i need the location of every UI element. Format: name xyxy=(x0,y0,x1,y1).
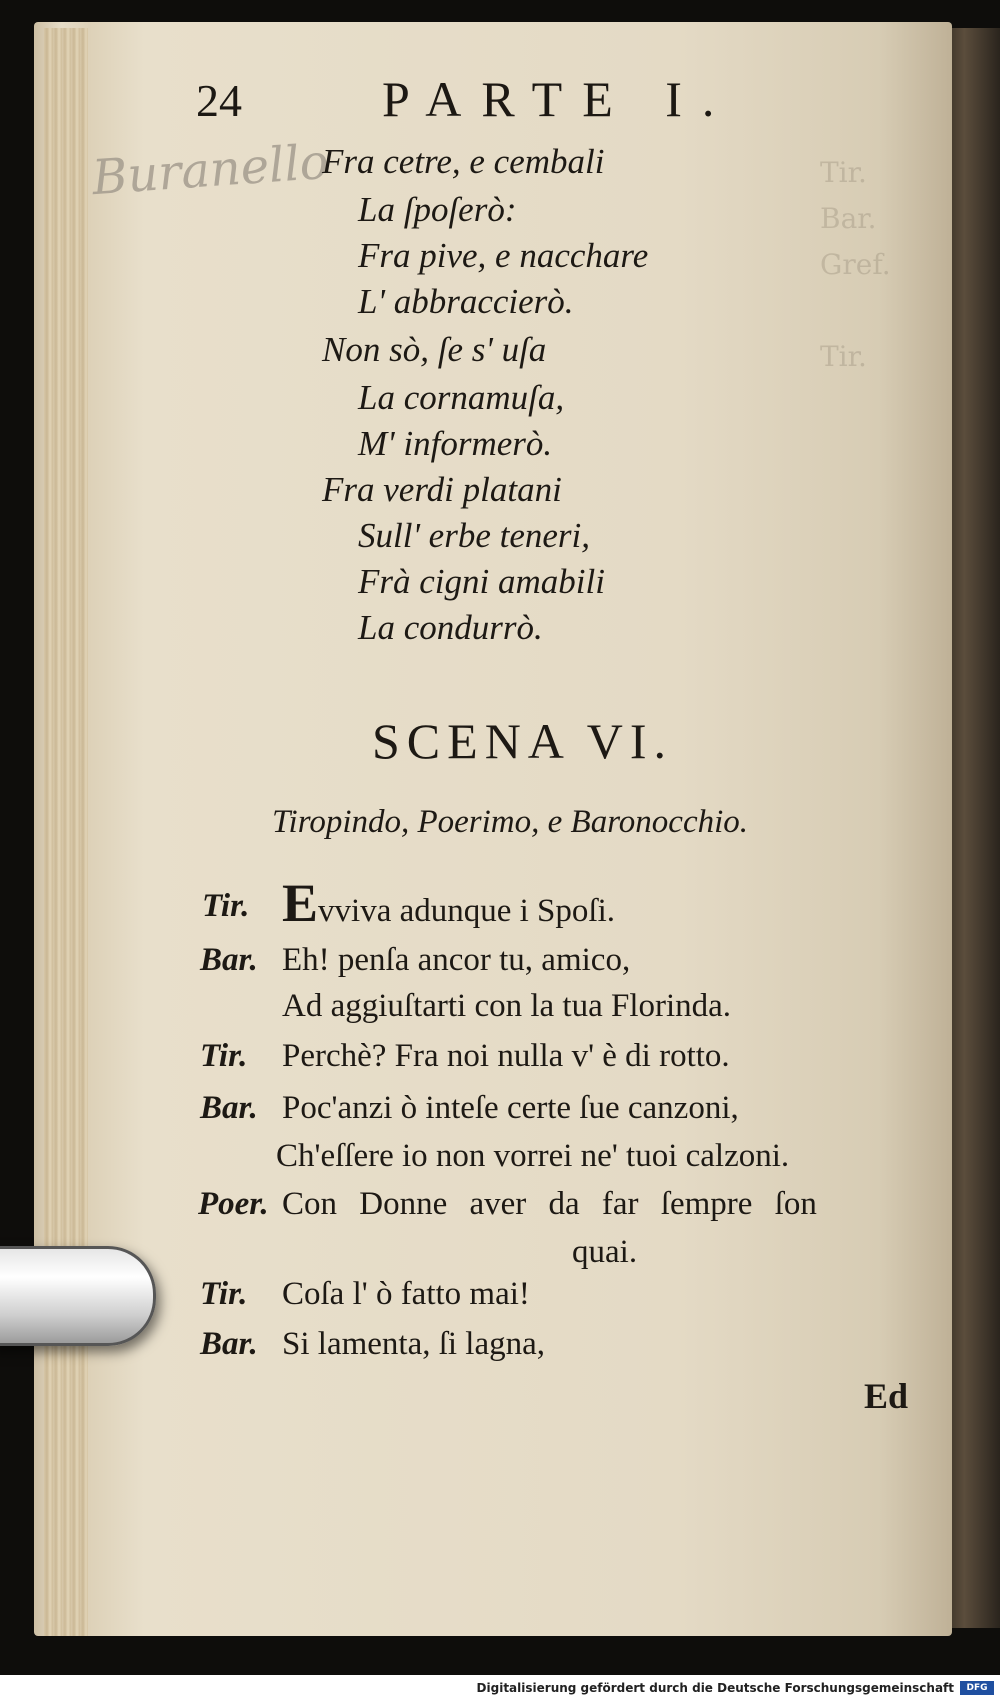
scene-characters: Tiropindo, Poerimo, e Baronocchio. xyxy=(272,804,749,840)
running-head: PARTE I. xyxy=(382,71,735,127)
speech-line: Ch'eſſere io non vorrei ne' tuoi calzoni. xyxy=(276,1138,790,1174)
dfg-logo-icon: DFG xyxy=(960,1681,994,1695)
speaker-label: Tir. xyxy=(202,888,250,924)
speech-line: Perchè? Fra noi nulla v' è di rotto. xyxy=(282,1038,730,1074)
verse-line: Frà cigni amabili xyxy=(358,562,605,601)
scene-title: SCENA VI. xyxy=(372,713,674,769)
verse-line: M' informerò. xyxy=(358,424,553,463)
funding-credit: Digitalisierung gefördert durch die Deutsche Forschungsgemeinschaft xyxy=(476,1681,954,1695)
speaker-label: Bar. xyxy=(200,1326,258,1362)
verse-line: Non sò, ſe s' uſa xyxy=(322,330,547,369)
page-clamp xyxy=(0,1246,156,1346)
speech-line: Si lamenta, ſi lagna, xyxy=(282,1326,546,1362)
speech-line: quai. xyxy=(572,1234,638,1270)
speaker-label: Tir. xyxy=(200,1276,248,1312)
page-stack-edge xyxy=(44,28,88,1636)
verse-line: La cornamuſa, xyxy=(358,378,565,417)
facing-page-edge xyxy=(945,28,1000,1628)
verse-line: L' abbraccierò. xyxy=(358,282,574,321)
verse-line: Fra verdi platani xyxy=(322,470,562,509)
speech-line: Poc'anzi ò inteſe certe ſue canzoni, xyxy=(282,1090,739,1126)
speaker-label: Tir. xyxy=(200,1038,248,1074)
drop-cap: E xyxy=(282,873,319,933)
speaker-label: Bar. xyxy=(200,942,258,978)
speech-text: vviva adunque i Spoſi. xyxy=(318,893,615,929)
speech-line: Coſa l' ò fatto mai! xyxy=(282,1276,530,1312)
speech-line: Ad aggiuſtarti con la tua Florinda. xyxy=(282,988,732,1024)
verse-line: Fra pive, e nacchare xyxy=(358,236,649,275)
speaker-label: Bar. xyxy=(200,1090,258,1126)
footer-bar xyxy=(0,1675,1000,1699)
page-number: 24 xyxy=(196,75,242,126)
handwritten-note: Buranello xyxy=(90,133,331,207)
speech-line: Eh! penſa ancor tu, amico, xyxy=(282,942,631,978)
verse-line: Sull' erbe teneri, xyxy=(358,516,591,555)
speech-line xyxy=(282,873,615,933)
speaker-label: Poer. xyxy=(198,1186,269,1222)
verse-line: La ſpoſerò: xyxy=(358,190,517,229)
speech-line: Con Donne aver da far ſempre ſon xyxy=(282,1186,817,1222)
verse-line: La condurrò. xyxy=(358,608,543,647)
verse-line: Fra cetre, e cembali xyxy=(322,142,605,181)
show-through-text: Tir. Bar. Gref. Tir. xyxy=(820,156,891,373)
catchword: Ed xyxy=(864,1376,909,1416)
